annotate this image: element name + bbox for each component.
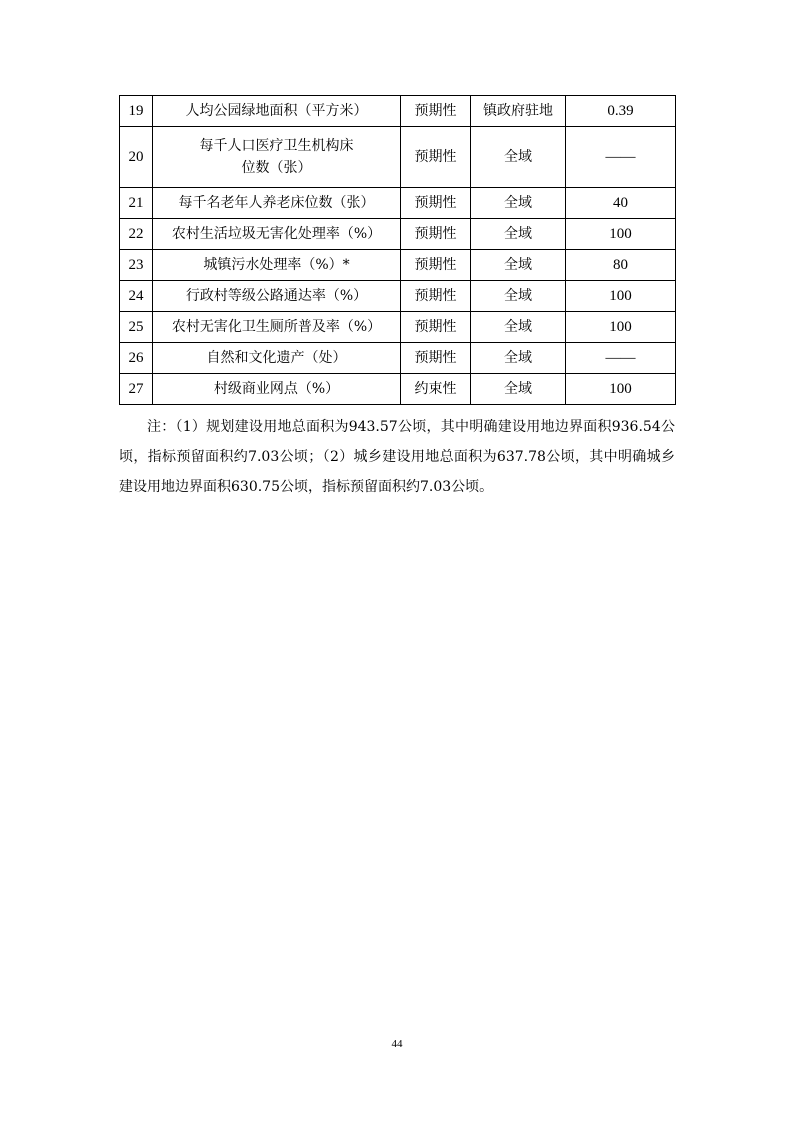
row-number: 19 [120,96,153,127]
table-row [120,219,676,250]
indicator-name: 自然和文化遗产（处） [153,343,401,374]
indicator-value: 100 [566,374,676,405]
row-number: 21 [120,188,153,219]
row-number: 27 [120,374,153,405]
table-note [119,412,675,502]
table-row [120,281,676,312]
indicator-name: 村级商业网点（%） [153,374,401,405]
table-row [120,250,676,281]
table-row [120,96,676,127]
indicator-name: 农村生活垃圾无害化处理率（%） [153,219,401,250]
indicator-name: 每千人口医疗卫生机构床位数（张） [153,127,401,188]
indicator-scope: 全域 [471,312,566,343]
indicator-scope: 全域 [471,250,566,281]
indicator-type: 预期性 [401,250,471,281]
table-row [120,374,676,405]
indicator-name: 每千名老年人养老床位数（张） [153,188,401,219]
table-row [120,312,676,343]
indicator-name: 行政村等级公路通达率（%） [153,281,401,312]
row-number: 24 [120,281,153,312]
indicator-value: —— [566,343,676,374]
row-number: 26 [120,343,153,374]
indicator-scope: 全域 [471,188,566,219]
indicator-type: 预期性 [401,343,471,374]
indicator-scope: 镇政府驻地 [471,96,566,127]
indicator-type: 预期性 [401,281,471,312]
indicator-scope: 全域 [471,374,566,405]
page-number: 44 [391,1038,403,1050]
note-text: 注：（1）规划建设用地总面积为943.57公顷，其中明确建设用地边界面积936.54公顷，指标预留面积约7.03公顷；（2）城乡建设用地总面积为637.78公顷，其中明确城乡建设用地边界面积630.75公顷，指标预留面积约7.03公顷。 [119,419,675,495]
table-row [120,188,676,219]
indicator-type: 约束性 [401,374,471,405]
indicator-value: 100 [566,219,676,250]
table-row [120,127,676,188]
indicator-type: 预期性 [401,96,471,127]
row-number: 20 [120,127,153,188]
indicator-type: 预期性 [401,312,471,343]
indicator-type: 预期性 [401,127,471,188]
indicator-value: 100 [566,312,676,343]
row-number: 25 [120,312,153,343]
indicator-value: —— [566,127,676,188]
indicator-scope: 全域 [471,281,566,312]
indicator-value: 80 [566,250,676,281]
table-row [120,343,676,374]
indicator-value: 40 [566,188,676,219]
indicator-value: 100 [566,281,676,312]
indicator-name: 城镇污水处理率（%）* [153,250,401,281]
indicator-type: 预期性 [401,188,471,219]
indicator-value: 0.39 [566,96,676,127]
indicator-name: 农村无害化卫生厕所普及率（%） [153,312,401,343]
row-number: 23 [120,250,153,281]
row-number: 22 [120,219,153,250]
indicator-type: 预期性 [401,219,471,250]
indicator-scope: 全域 [471,343,566,374]
indicator-scope: 全域 [471,127,566,188]
indicator-scope: 全域 [471,219,566,250]
indicator-table [119,95,676,405]
indicator-name: 人均公园绿地面积（平方米） [153,96,401,127]
